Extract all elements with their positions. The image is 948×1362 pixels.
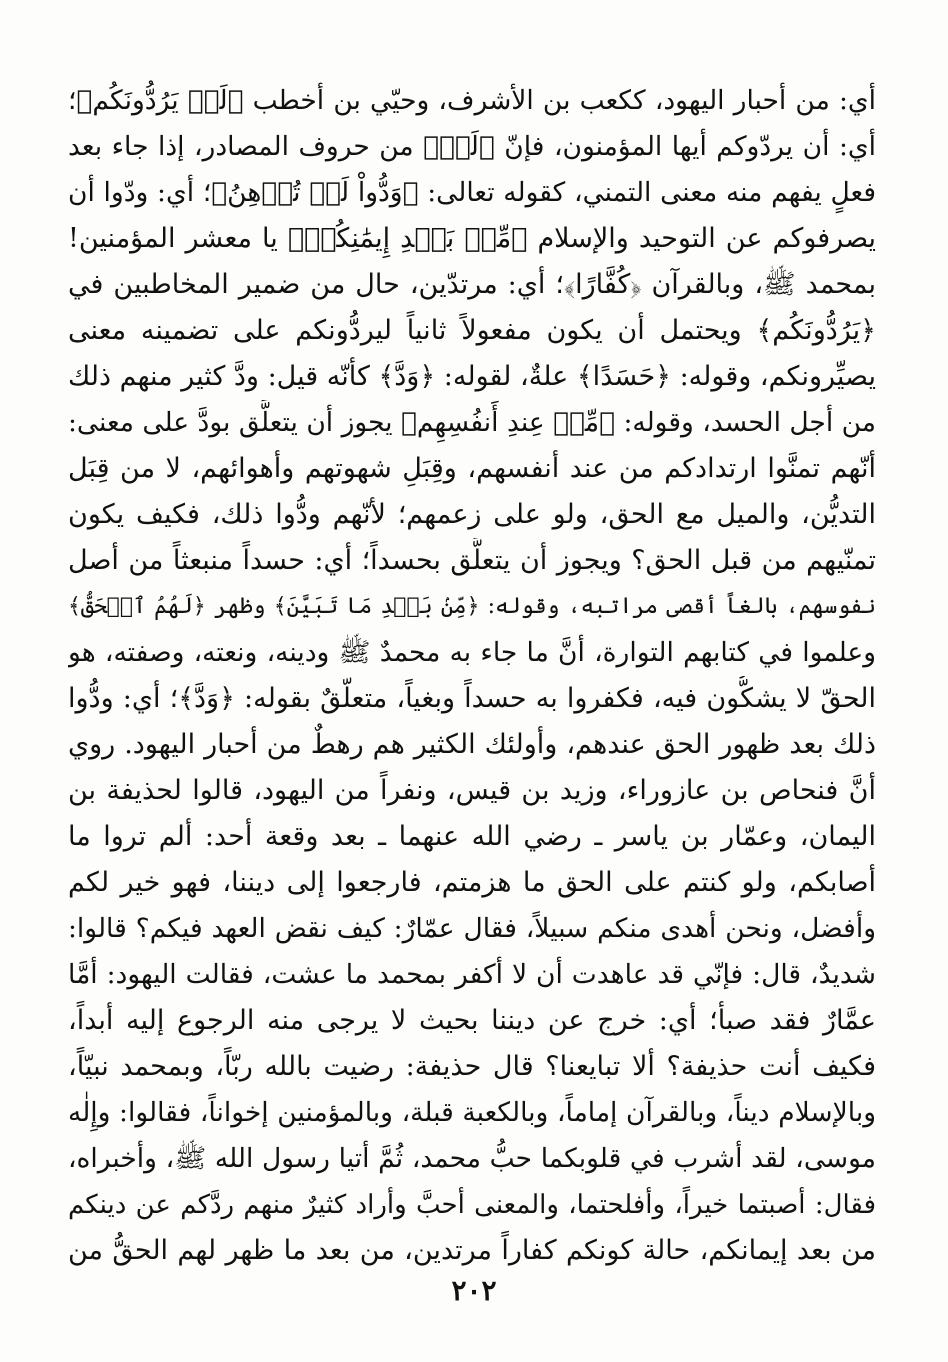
text-line: الحقّ لا يشكُّون فيه، فكفروا به حسداً وبغياً، متعلّقٌ بقوله: ﴿وَدَّ﴾؛ أي: ودُّوا bbox=[68, 683, 876, 714]
text-line: موسى، لقد أشرب في قلوبكما حبُّ محمد، ثُمَّ أتيا رسول الله ﷺ، وأخبراه، bbox=[68, 1143, 876, 1174]
body-text bbox=[68, 78, 876, 1274]
text-line: عمَّارٌ فقد صبأ؛ أي: خرج عن ديننا بحيث لا يرجى منه الرجوع إليه أبداً، bbox=[68, 1005, 876, 1036]
text-line: أنّهم تمنَّوا ارتدادكم من عند أنفسهم، وقِبَلِ شهوتهم وأهوائهم، لا من قِبَل bbox=[68, 453, 876, 484]
text-line: أنَّ فنحاص بن عازوراء، وزيد بن قيس، ونفراً من اليهود، قالوا لحذيفة بن bbox=[68, 775, 876, 806]
text-line: يصيِّرونكم، وقوله: ﴿حَسَدًا﴾ علةٌ، لقوله: ﴿وَدَّ﴾ كأنّه قيل: ودَّ كثير منهم ذلك bbox=[68, 361, 876, 392]
text-line: شديدٌ، قال: فإنّي قد عاهدت أن لا أكفر بمحمد ما عشت، فقالت اليهود: أمَّا bbox=[68, 959, 876, 990]
text-line: تمنّيهم من قبل الحق؟ ويجوز أن يتعلَّق بحسداً؛ أي: حسداً منبعثاً من أصل bbox=[68, 545, 876, 576]
text-line: ﴿يَرُدُّونَكُم﴾ ويحتمل أن يكون مفعولاً ثانياً ليردُّونكم على تضمينه معنى bbox=[68, 315, 876, 346]
text-line: يصرفوكم عن التوحيد والإسلام ﴿مِّنۢ بَعۡدِ إِيمَٰنِكُمۡ﴾ يا معشر المؤمنين! bbox=[68, 223, 876, 254]
text-line: التديُّن، والميل مع الحق، ولو على زعمهم؛ لأنّهم ودُّوا ذلك، فكيف يكون bbox=[68, 499, 876, 530]
text-line: فقال: أصبتما خيراً، وأفلحتما، والمعنى أحبَّ وأراد كثيرٌ منهم ردَّكم عن دينكم bbox=[68, 1190, 876, 1220]
text-line: من بعد إيمانكم، حالة كونكم كفاراً مرتدين، من بعد ما ظهر لهم الحقُّ من bbox=[68, 1235, 876, 1266]
text-line: وأفضل، ونحن أهدى منكم سبيلاً، فقال عمّارٌ: كيف نقض العهد فيكم؟ قالوا: bbox=[68, 913, 876, 944]
text-line: فكيف أنت حذيفة؟ ألا تبايعنا؟ قال حذيفة: رضيت بالله ربّاً، وبمحمد نبيّاً، bbox=[68, 1051, 876, 1082]
text-line: فعلٍ يفهم منه معنى التمني، كقوله تعالى: ﴿وَدُّواْ لَوۡ تُدۡهِنُ﴾؛ أي: ودّوا أن bbox=[68, 177, 876, 208]
text-line: أصابكم، ولو كنتم على الحق ما هزمتم، فارجعوا إلى ديننا، فهو خير لكم bbox=[68, 867, 876, 898]
text-line: من أجل الحسد، وقوله: ﴿مِّنۡ عِندِ أَنفُسِهِم﴾ يجوز أن يتعلَّق بودَّ على معنى: bbox=[68, 407, 876, 438]
text-line: ذلك بعد ظهور الحق عندهم، وأولئك الكثير هم رهطٌ من أحبار اليهود. روي bbox=[68, 729, 876, 760]
page-number: ٢٠٢ bbox=[451, 1274, 497, 1307]
text-line: نفوسهم، بالغاً أقصى مراتبه، وقوله: ﴿مِّنۢ بَعۡدِ مَا تَبَيَّنَ﴾ وظهر ﴿لَهُمُ ٱلۡحَقُّ﴾ bbox=[68, 594, 876, 619]
text-line: أي: أن يردّوكم أيها المؤمنون، فإنّ ﴿لَوۡ﴾ من حروف المصادر، إذا جاء بعد bbox=[68, 131, 876, 162]
text-line: بمحمد ﷺ، وبالقرآن ﴿كُفَّارًا﴾؛ أي: مرتدّين، حال من ضمير المخاطبين في bbox=[68, 269, 876, 300]
text-line: وبالإسلام ديناً، وبالقرآن إماماً، وبالكعبة قبلة، وبالمؤمنين إخواناً، فقالوا: وإِلٰه bbox=[68, 1097, 876, 1128]
text-line: أي: من أحبار اليهود، ككعب بن الأشرف، وحيّي بن أخطب ﴿لَوۡ يَرُدُّونَكُم﴾؛ bbox=[68, 85, 876, 116]
text-line: وعلموا في كتابهم التوارة، أنَّ ما جاء به محمدٌ ﷺ ودينه، ونعته، وصفته، هو bbox=[68, 637, 876, 668]
text-line: اليمان، وعمّار بن ياسر ـ رضي الله عنهما ـ بعد وقعة أحد: ألم تروا ما bbox=[68, 821, 876, 852]
